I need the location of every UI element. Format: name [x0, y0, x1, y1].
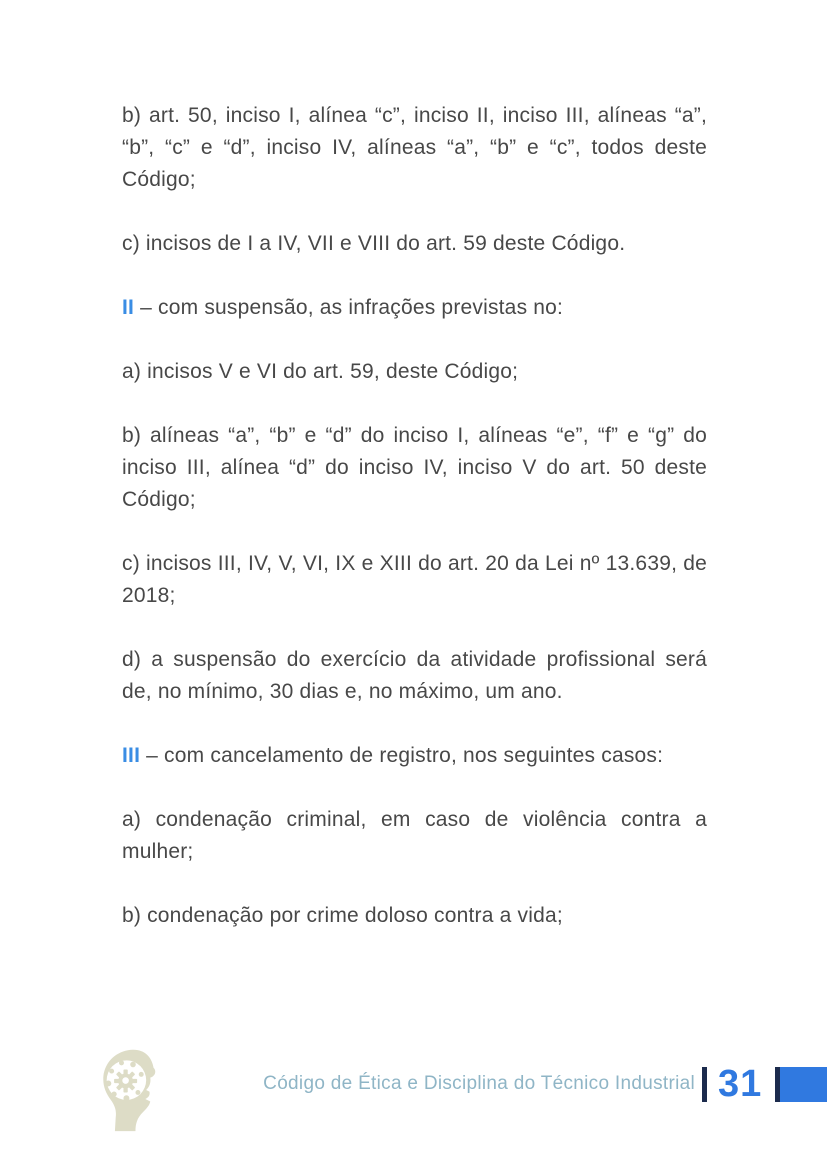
paragraph-item-d	[122, 644, 707, 708]
footer-document-title: Código de Ética e Disciplina do Técnico Industrial	[263, 1073, 695, 1094]
paragraph-text: c) incisos de I a IV, VII e VIII do art. 59 deste Código.	[122, 232, 626, 255]
paragraph-item-c	[122, 548, 707, 612]
paragraph-item-b	[122, 100, 707, 196]
paragraph-item-c	[122, 228, 707, 260]
paragraph-numbered-iii	[77, 740, 707, 772]
paragraph-item-b	[122, 420, 707, 516]
paragraph-item-a	[122, 804, 707, 868]
paragraph-numbered-ii	[77, 292, 707, 324]
paragraph-text: a) condenação criminal, em caso de violência contra a mulher;	[122, 808, 707, 863]
paragraph-text: – com suspensão, as infrações previstas no:	[134, 296, 564, 319]
paragraph-text: d) a suspensão do exercício da atividade profissional será de, no mínimo, 30 dias e, no máximo, um ano.	[122, 648, 707, 703]
footer-accent-rectangle	[780, 1067, 827, 1102]
roman-numeral: II	[122, 296, 135, 319]
page-footer	[0, 1040, 827, 1150]
paragraph-item-a	[122, 356, 707, 388]
paragraph-text: c) incisos III, IV, V, VI, IX e XIII do art. 20 da Lei nº 13.639, de 2018;	[122, 552, 707, 607]
paragraph-text: b) condenação por crime doloso contra a vida;	[122, 904, 563, 927]
paragraph-item-b	[122, 900, 707, 932]
paragraph-text: b) alíneas “a”, “b” e “d” do inciso I, alíneas “e”, “f” e “g” do inciso III, alínea “d” do inciso IV, inciso V do art. 50 deste Código;	[122, 424, 707, 511]
footer-divider-bar	[702, 1067, 707, 1102]
page-content	[77, 100, 707, 964]
paragraph-text: a) incisos V e VI do art. 59, deste Código;	[122, 360, 519, 383]
paragraph-text: – com cancelamento de registro, nos seguintes casos:	[140, 744, 664, 767]
paragraph-text: b) art. 50, inciso I, alínea “c”, inciso II, inciso III, alíneas “a”, “b”, “c” e “d”, inciso IV, alíneas “a”, “b” e “c”, todos deste Código;	[122, 104, 707, 191]
roman-numeral: III	[122, 744, 141, 767]
page-number: 31	[718, 1063, 763, 1105]
head-with-gear-logo-icon	[96, 1046, 170, 1134]
